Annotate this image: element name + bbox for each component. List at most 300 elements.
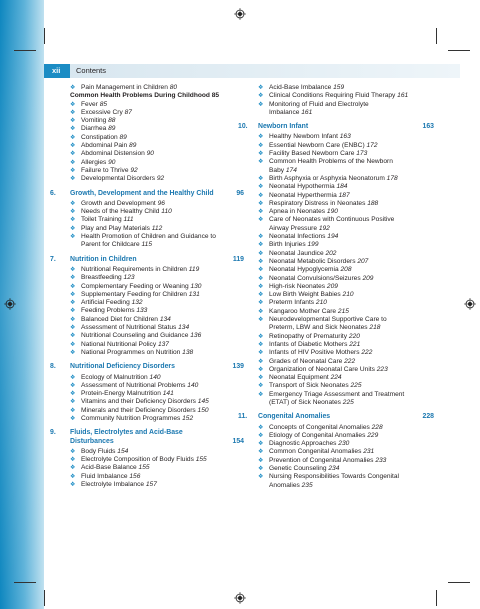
- toc-entry: [64, 109, 244, 117]
- toc-entry-title: Allergies: [81, 158, 109, 166]
- toc-entry-page: 178: [386, 174, 398, 182]
- toc-entry: [64, 291, 244, 299]
- toc-entry: [64, 159, 244, 167]
- toc-entry-title-continued: [269, 225, 434, 233]
- toc-entry-title: Essential Newborn Care (ENBC): [269, 141, 367, 149]
- toc-entry-page: 221: [349, 340, 361, 348]
- running-header-band: [44, 64, 460, 78]
- toc-entry-title: Preterm Infants: [269, 299, 316, 307]
- toc-entry-page: 218: [369, 324, 381, 332]
- toc-entry: [252, 241, 434, 249]
- diamond-bullet-icon: ❖: [70, 341, 76, 348]
- diamond-bullet-icon: ❖: [70, 225, 76, 232]
- toc-entry-title-tail: Preterm, LBW and Sick Neonates: [269, 324, 370, 332]
- toc-entry-title: Nursing Responsibilities Towards Congenital: [269, 473, 399, 481]
- diamond-bullet-icon: ❖: [70, 143, 76, 150]
- toc-entry-page: 234: [328, 465, 340, 473]
- toc-entry: [252, 150, 434, 158]
- toc-entry-page: 115: [141, 241, 152, 249]
- toc-entry-title: Needs of the Healthy Child: [81, 208, 162, 216]
- diamond-bullet-icon: ❖: [258, 308, 264, 315]
- diamond-bullet-icon: ❖: [70, 374, 76, 381]
- toc-entry-page: 140: [149, 373, 161, 381]
- toc-entry-page: 225: [342, 398, 354, 406]
- toc-entry: [64, 415, 244, 423]
- chapter-title: Newborn Infant: [258, 123, 309, 131]
- toc-entry-page: 222: [344, 357, 356, 365]
- toc-entry-title: Growth and Development: [81, 199, 158, 207]
- toc-entry: [252, 275, 434, 283]
- toc-entry-page: 228: [371, 423, 383, 431]
- toc-entry-title: Neonatal Convulsions/Seizures: [269, 274, 363, 282]
- toc-entry-title: Nutritional Requirements in Children: [81, 265, 189, 273]
- toc-entry-title: Feeding Problems: [81, 307, 137, 315]
- toc-entry: [252, 266, 434, 274]
- toc-entry-title: Transport of Sick Neonates: [269, 382, 351, 390]
- toc-entry-page: 141: [162, 390, 174, 398]
- diamond-bullet-icon: ❖: [258, 134, 264, 141]
- diamond-bullet-icon: ❖: [70, 217, 76, 224]
- chapter-number: 9.: [50, 429, 56, 437]
- toc-entry-title: Diarrhea: [81, 125, 109, 133]
- toc-entry-page: 222: [361, 349, 373, 357]
- toc-entry-title: Supplementary Feeding for Children: [81, 290, 189, 298]
- toc-entry-title: Failure to Thrive: [81, 166, 131, 174]
- diamond-bullet-icon: ❖: [258, 441, 264, 448]
- toc-entry: [64, 324, 244, 332]
- chapter-title: Nutrition in Children: [70, 255, 137, 263]
- toc-entry-title-continued: [269, 482, 434, 490]
- toc-chapter-heading: [50, 189, 244, 198]
- registration-mark-icon: [234, 592, 246, 604]
- toc-entry-page: 137: [157, 340, 169, 348]
- toc-entry: [252, 142, 434, 150]
- chapter-title: Fluids, Electrolytes and Acid-Base: [70, 429, 183, 437]
- diamond-bullet-icon: ❖: [258, 275, 264, 282]
- toc-entry-title: Common Congenital Anomalies: [269, 448, 364, 456]
- toc-entry: [252, 192, 434, 200]
- toc-entry: [64, 464, 244, 472]
- toc-entry-page: 230: [338, 440, 350, 448]
- toc-entry: [252, 432, 434, 440]
- toc-entry: [64, 481, 244, 489]
- toc-entry-page: 155: [195, 456, 207, 464]
- toc-entry-page: 157: [145, 481, 157, 489]
- diamond-bullet-icon: ❖: [258, 175, 264, 182]
- toc-entry: [252, 374, 434, 382]
- toc-entry-title: Breastfeeding: [81, 274, 124, 282]
- toc-entry: [252, 440, 434, 448]
- toc-entry: [64, 208, 244, 216]
- toc-entry: [252, 316, 434, 333]
- toc-entry-page: 161: [397, 92, 409, 100]
- toc-entry-title-tail: Airway Pressure: [269, 224, 319, 232]
- toc-entry: [252, 448, 434, 456]
- crop-mark: [436, 590, 437, 606]
- diamond-bullet-icon: ❖: [258, 292, 264, 299]
- toc-entry: [64, 316, 244, 324]
- diamond-bullet-icon: ❖: [258, 283, 264, 290]
- toc-entry-title: Neonatal Hyperthermia: [269, 191, 339, 199]
- toc-entry-title: Apnea in Neonates: [269, 208, 327, 216]
- toc-entry-page: 163: [339, 133, 351, 141]
- toc-entry: [64, 233, 244, 250]
- toc-entry-title-continued: [269, 167, 434, 175]
- crop-mark: [448, 582, 470, 583]
- toc-entry-page: 134: [159, 315, 171, 323]
- diamond-bullet-icon: ❖: [258, 341, 264, 348]
- toc-entry-title: Play and Play Materials: [81, 224, 152, 232]
- toc-entry-page: 194: [327, 233, 339, 241]
- toc-entry-title: Vomiting: [81, 117, 109, 125]
- toc-entry-page: 210: [315, 299, 327, 307]
- toc-entry-page: 89: [129, 142, 137, 150]
- toc-entry-title: Clinical Conditions Requiring Fluid Therapy: [269, 92, 398, 100]
- diamond-bullet-icon: ❖: [258, 457, 264, 464]
- toc-entry: [64, 84, 244, 92]
- diamond-bullet-icon: ❖: [258, 366, 264, 373]
- toc-entry-title-tail: Anomalies: [269, 481, 302, 489]
- toc-entry: [252, 341, 434, 349]
- toc-entry: [252, 101, 434, 118]
- diamond-bullet-icon: ❖: [70, 118, 76, 125]
- diamond-bullet-icon: ❖: [70, 448, 76, 455]
- diamond-bullet-icon: ❖: [258, 258, 264, 265]
- diamond-bullet-icon: ❖: [258, 101, 264, 108]
- toc-entry-title-continued: [269, 109, 434, 117]
- toc-entry-title-tail: (ETAT) of Sick Neonates: [269, 398, 343, 406]
- toc-entry-page: 111: [123, 216, 134, 224]
- diamond-bullet-icon: ❖: [70, 283, 76, 290]
- toc-entry-title: Healthy Newborn Infant: [269, 133, 340, 141]
- toc-entry: [64, 125, 244, 133]
- toc-entry-title: Abdominal Pain: [81, 142, 130, 150]
- toc-entry: [252, 158, 434, 175]
- toc-entry-title: Monitoring of Fluid and Electrolyte: [269, 100, 369, 108]
- diamond-bullet-icon: ❖: [70, 176, 76, 183]
- toc-entry-page: 225: [350, 382, 362, 390]
- toc-entry-page: 215: [337, 307, 349, 315]
- diamond-bullet-icon: ❖: [70, 333, 76, 340]
- diamond-bullet-icon: ❖: [258, 424, 264, 431]
- toc-entry-title: National Nutritional Policy: [81, 340, 158, 348]
- diamond-bullet-icon: ❖: [70, 234, 76, 241]
- toc-entry: [64, 349, 244, 357]
- toc-entry-page: 138: [182, 348, 194, 356]
- chapter-page: 154: [232, 437, 244, 445]
- diamond-bullet-icon: ❖: [258, 234, 264, 241]
- toc-entry-title: Etiology of Congenital Anomalies: [269, 431, 368, 439]
- toc-entry: [64, 266, 244, 274]
- registration-mark-icon: [464, 298, 476, 310]
- chapter-page: 119: [232, 255, 244, 263]
- toc-entry: [64, 473, 244, 481]
- toc-entry: [252, 382, 434, 390]
- toc-entry-page: 172: [366, 141, 378, 149]
- diamond-bullet-icon: ❖: [70, 167, 76, 174]
- chapter-title: Congenital Anomalies: [258, 413, 331, 421]
- diamond-bullet-icon: ❖: [258, 192, 264, 199]
- toc-entry-page: 208: [340, 266, 352, 274]
- diamond-bullet-icon: ❖: [70, 465, 76, 472]
- toc-entry-title: Electrolyte Composition of Body Fluids: [81, 456, 196, 464]
- diamond-bullet-icon: ❖: [258, 383, 264, 390]
- toc-entry: [64, 382, 244, 390]
- toc-entry-title: Neonatal Metabolic Disorders: [269, 257, 358, 265]
- running-header-title: Contents: [76, 66, 107, 75]
- toc-entry-title: Birth Asphyxia or Asphyxia Neonatorum: [269, 174, 387, 182]
- toc-entry: [252, 175, 434, 183]
- toc-entry-page: 192: [318, 224, 330, 232]
- toc-entry-page: 173: [356, 150, 368, 158]
- toc-entry-page: 119: [188, 265, 200, 273]
- toc-entry-page: 92: [156, 175, 165, 183]
- toc-entry: [64, 398, 244, 406]
- diamond-bullet-icon: ❖: [70, 407, 76, 414]
- toc-entry-title: Birth Injuries: [269, 241, 308, 249]
- toc-entry-title: Assessment of Nutritional Problems: [81, 381, 188, 389]
- toc-entry-title: High-risk Neonates: [269, 282, 327, 290]
- toc-entry-page: 150: [197, 406, 209, 414]
- diamond-bullet-icon: ❖: [258, 466, 264, 473]
- diamond-bullet-icon: ❖: [258, 242, 264, 249]
- diamond-bullet-icon: ❖: [258, 217, 264, 224]
- toc-entry-title: Neonatal Hypothermia: [269, 183, 337, 191]
- toc-entry: [252, 200, 434, 208]
- diamond-bullet-icon: ❖: [70, 399, 76, 406]
- toc-entry-page: 110: [161, 208, 172, 216]
- diamond-bullet-icon: ❖: [258, 449, 264, 456]
- toc-chapter-heading: [238, 413, 434, 421]
- toc-entry-page: 145: [197, 398, 209, 406]
- diamond-bullet-icon: ❖: [258, 159, 264, 166]
- diamond-bullet-icon: ❖: [258, 267, 264, 274]
- toc-entry: [252, 216, 434, 233]
- diamond-bullet-icon: ❖: [70, 291, 76, 298]
- toc-entry: [64, 390, 244, 398]
- diamond-bullet-icon: ❖: [258, 250, 264, 257]
- toc-entry-page: 133: [136, 307, 148, 315]
- toc-entry-page: 85: [99, 100, 108, 108]
- toc-entry: [64, 332, 244, 340]
- diamond-bullet-icon: ❖: [258, 432, 264, 439]
- toc-entry-page: 190: [326, 208, 338, 216]
- toc-entry-page: 233: [375, 456, 387, 464]
- diamond-bullet-icon: ❖: [70, 349, 76, 356]
- toc-entry-page: 131: [188, 290, 200, 298]
- diamond-bullet-icon: ❖: [70, 325, 76, 332]
- toc-entry: [252, 391, 434, 408]
- toc-entry-title: Kangaroo Mother Care: [269, 307, 338, 315]
- toc-entry-page: 188: [367, 199, 379, 207]
- toc-entry-title: Abdominal Distension: [81, 150, 147, 158]
- diamond-bullet-icon: ❖: [70, 134, 76, 141]
- toc-entry-title: Common Health Problems of the Newborn: [269, 158, 393, 166]
- diamond-bullet-icon: ❖: [70, 482, 76, 489]
- chapter-page: 228: [422, 413, 434, 421]
- toc-entry-title-continued: [81, 241, 244, 249]
- diamond-bullet-icon: ❖: [258, 358, 264, 365]
- toc-left-column: [50, 84, 244, 489]
- toc-entry-title: Infants of Diabetic Mothers: [269, 340, 350, 348]
- toc-entry: [64, 283, 244, 291]
- toc-entry: [252, 465, 434, 473]
- chapter-number: 6.: [50, 189, 56, 197]
- toc-entry: [64, 341, 244, 349]
- page-number: xii: [52, 66, 61, 75]
- toc-entry-title: Neonatal Jaundice: [269, 249, 326, 257]
- chapter-title: Growth, Development and the Healthy Child: [70, 189, 214, 197]
- toc-entry: [252, 208, 434, 216]
- toc-chapter-heading: [50, 255, 244, 264]
- toc-entry: [252, 424, 434, 432]
- diamond-bullet-icon: ❖: [258, 142, 264, 149]
- diamond-bullet-icon: ❖: [70, 382, 76, 389]
- toc-entry-title-tail: Parent for Childcare: [81, 241, 142, 249]
- toc-entry-page: 159: [333, 84, 345, 91]
- registration-mark-icon: [234, 8, 246, 20]
- toc-entry-title: Pain Management in Children: [81, 84, 170, 91]
- diamond-bullet-icon: ❖: [258, 474, 264, 481]
- crop-mark: [14, 582, 36, 583]
- toc-entry: [252, 366, 434, 374]
- diamond-bullet-icon: ❖: [70, 126, 76, 133]
- toc-entry-title: Protein-Energy Malnutrition: [81, 390, 163, 398]
- toc-entry-title: Developmental Disorders: [81, 175, 157, 183]
- toc-entry-title: Balanced Diet for Children: [81, 315, 160, 323]
- toc-entry: [64, 200, 244, 208]
- toc-entry-page: 152: [182, 414, 194, 422]
- toc-entry: [64, 142, 244, 150]
- toc-subheading-title: Common Health Problems During Childhood: [70, 92, 212, 100]
- diamond-bullet-icon: ❖: [70, 151, 76, 158]
- toc-entry: [252, 308, 434, 316]
- toc-entry-title: Organization of Neonatal Care Units: [269, 365, 377, 373]
- toc-entry: [64, 299, 244, 307]
- diamond-bullet-icon: ❖: [258, 317, 264, 324]
- toc-entry: [64, 307, 244, 315]
- toc-entry: [252, 250, 434, 258]
- diamond-bullet-icon: ❖: [258, 375, 264, 382]
- toc-entry-page: 92: [130, 166, 138, 174]
- toc-entry: [252, 291, 434, 299]
- toc-entry: [64, 175, 244, 183]
- crop-mark: [448, 50, 470, 51]
- toc-entry-title: Artificial Feeding: [81, 299, 132, 307]
- diamond-bullet-icon: ❖: [258, 200, 264, 207]
- toc-entry-title: Ecology of Malnutrition: [81, 373, 150, 381]
- toc-entry-title-continued: [269, 324, 434, 332]
- toc-entry-page: 229: [367, 431, 379, 439]
- diamond-bullet-icon: ❖: [258, 391, 264, 398]
- toc-entry-title: Acid-Base Imbalance: [269, 84, 334, 91]
- toc-entry-title: Acid-Base Balance: [81, 464, 139, 472]
- diamond-bullet-icon: ❖: [70, 316, 76, 323]
- diamond-bullet-icon: ❖: [70, 200, 76, 207]
- toc-entry: [252, 283, 434, 291]
- diamond-bullet-icon: ❖: [70, 473, 76, 480]
- toc-entry-page: 209: [326, 282, 338, 290]
- toc-entry-title: Excessive Cry: [81, 108, 125, 116]
- diamond-bullet-icon: ❖: [70, 109, 76, 116]
- toc-entry-page: 88: [108, 117, 116, 125]
- toc-entry-page: 123: [123, 274, 135, 282]
- toc-entry: [252, 457, 434, 465]
- toc-entry-page: 90: [108, 158, 116, 166]
- toc-entry-title: Toilet Training: [81, 216, 124, 224]
- chapter-page: 96: [236, 189, 244, 197]
- toc-entry-title: Health Promotion of Children and Guidance to: [81, 233, 216, 241]
- toc-entry-title: Electrolyte Imbalance: [81, 481, 146, 489]
- toc-subheading: [64, 92, 244, 100]
- toc-entry-page: 96: [157, 199, 165, 207]
- diamond-bullet-icon: ❖: [258, 93, 264, 100]
- diamond-bullet-icon: ❖: [70, 457, 76, 464]
- toc-entry-title: Genetic Counseling: [269, 465, 329, 473]
- diamond-bullet-icon: ❖: [70, 415, 76, 422]
- toc-entry-page: 112: [151, 224, 163, 232]
- toc-entry: [64, 101, 244, 109]
- chapter-number: 10.: [238, 123, 248, 131]
- toc-entry: [64, 117, 244, 125]
- toc-entry-page: 154: [117, 447, 129, 455]
- toc-chapter-heading: [50, 429, 244, 446]
- toc-entry-title: Fluid Imbalance: [81, 472, 130, 480]
- diamond-bullet-icon: ❖: [258, 184, 264, 191]
- chapter-number: 11.: [238, 413, 248, 421]
- diamond-bullet-icon: ❖: [70, 391, 76, 398]
- toc-entry-page: 184: [336, 183, 348, 191]
- toc-entry-page: 90: [146, 150, 154, 158]
- diamond-bullet-icon: ❖: [70, 300, 76, 307]
- toc-entry-title: Prevention of Congenital Anomalies: [269, 456, 376, 464]
- toc-entry-title: Neonatal Infections: [269, 233, 328, 241]
- toc-entry-page: 161: [301, 108, 313, 116]
- diamond-bullet-icon: ❖: [70, 159, 76, 166]
- chapter-page: 163: [422, 123, 434, 131]
- toc-entry-title: Neonatal Equipment: [269, 374, 331, 382]
- toc-entry-page: 140: [187, 381, 199, 389]
- toc-entry-title: Neonatal Hypoglycemia: [269, 266, 341, 274]
- toc-entry: [252, 299, 434, 307]
- chapter-title: Nutritional Deficiency Disorders: [70, 363, 175, 371]
- toc-entry-page: 89: [119, 133, 127, 141]
- chapter-page: 139: [232, 363, 244, 371]
- toc-entry-title-continued: [269, 399, 434, 407]
- toc-entry-title: Constipation: [81, 133, 120, 141]
- toc-entry-title: Low Birth Weight Babies: [269, 291, 343, 299]
- toc-entry-page: 134: [178, 324, 190, 332]
- toc-entry-title-tail: Imbalance: [269, 108, 302, 116]
- toc-entry-page: 231: [363, 448, 375, 456]
- diamond-bullet-icon: ❖: [258, 209, 264, 216]
- toc-entry-title: Body Fluids: [81, 447, 118, 455]
- crop-mark: [14, 50, 36, 51]
- toc-entry-title: National Programmes on Nutrition: [81, 348, 183, 356]
- crop-mark: [44, 590, 45, 606]
- toc-entry: [252, 349, 434, 357]
- registration-mark-icon: [4, 298, 16, 310]
- toc-entry: [64, 225, 244, 233]
- toc-entry-title: Vitamins and their Deficiency Disorders: [81, 398, 198, 406]
- toc-entry: [64, 456, 244, 464]
- chapter-number: 8.: [50, 363, 56, 371]
- toc-entry: [252, 183, 434, 191]
- crop-mark: [436, 28, 437, 44]
- toc-entry-title: Diagnostic Approaches: [269, 440, 339, 448]
- toc-chapter-heading: [238, 123, 434, 131]
- toc-entry-title: Facility Based Newborn Care: [269, 150, 357, 158]
